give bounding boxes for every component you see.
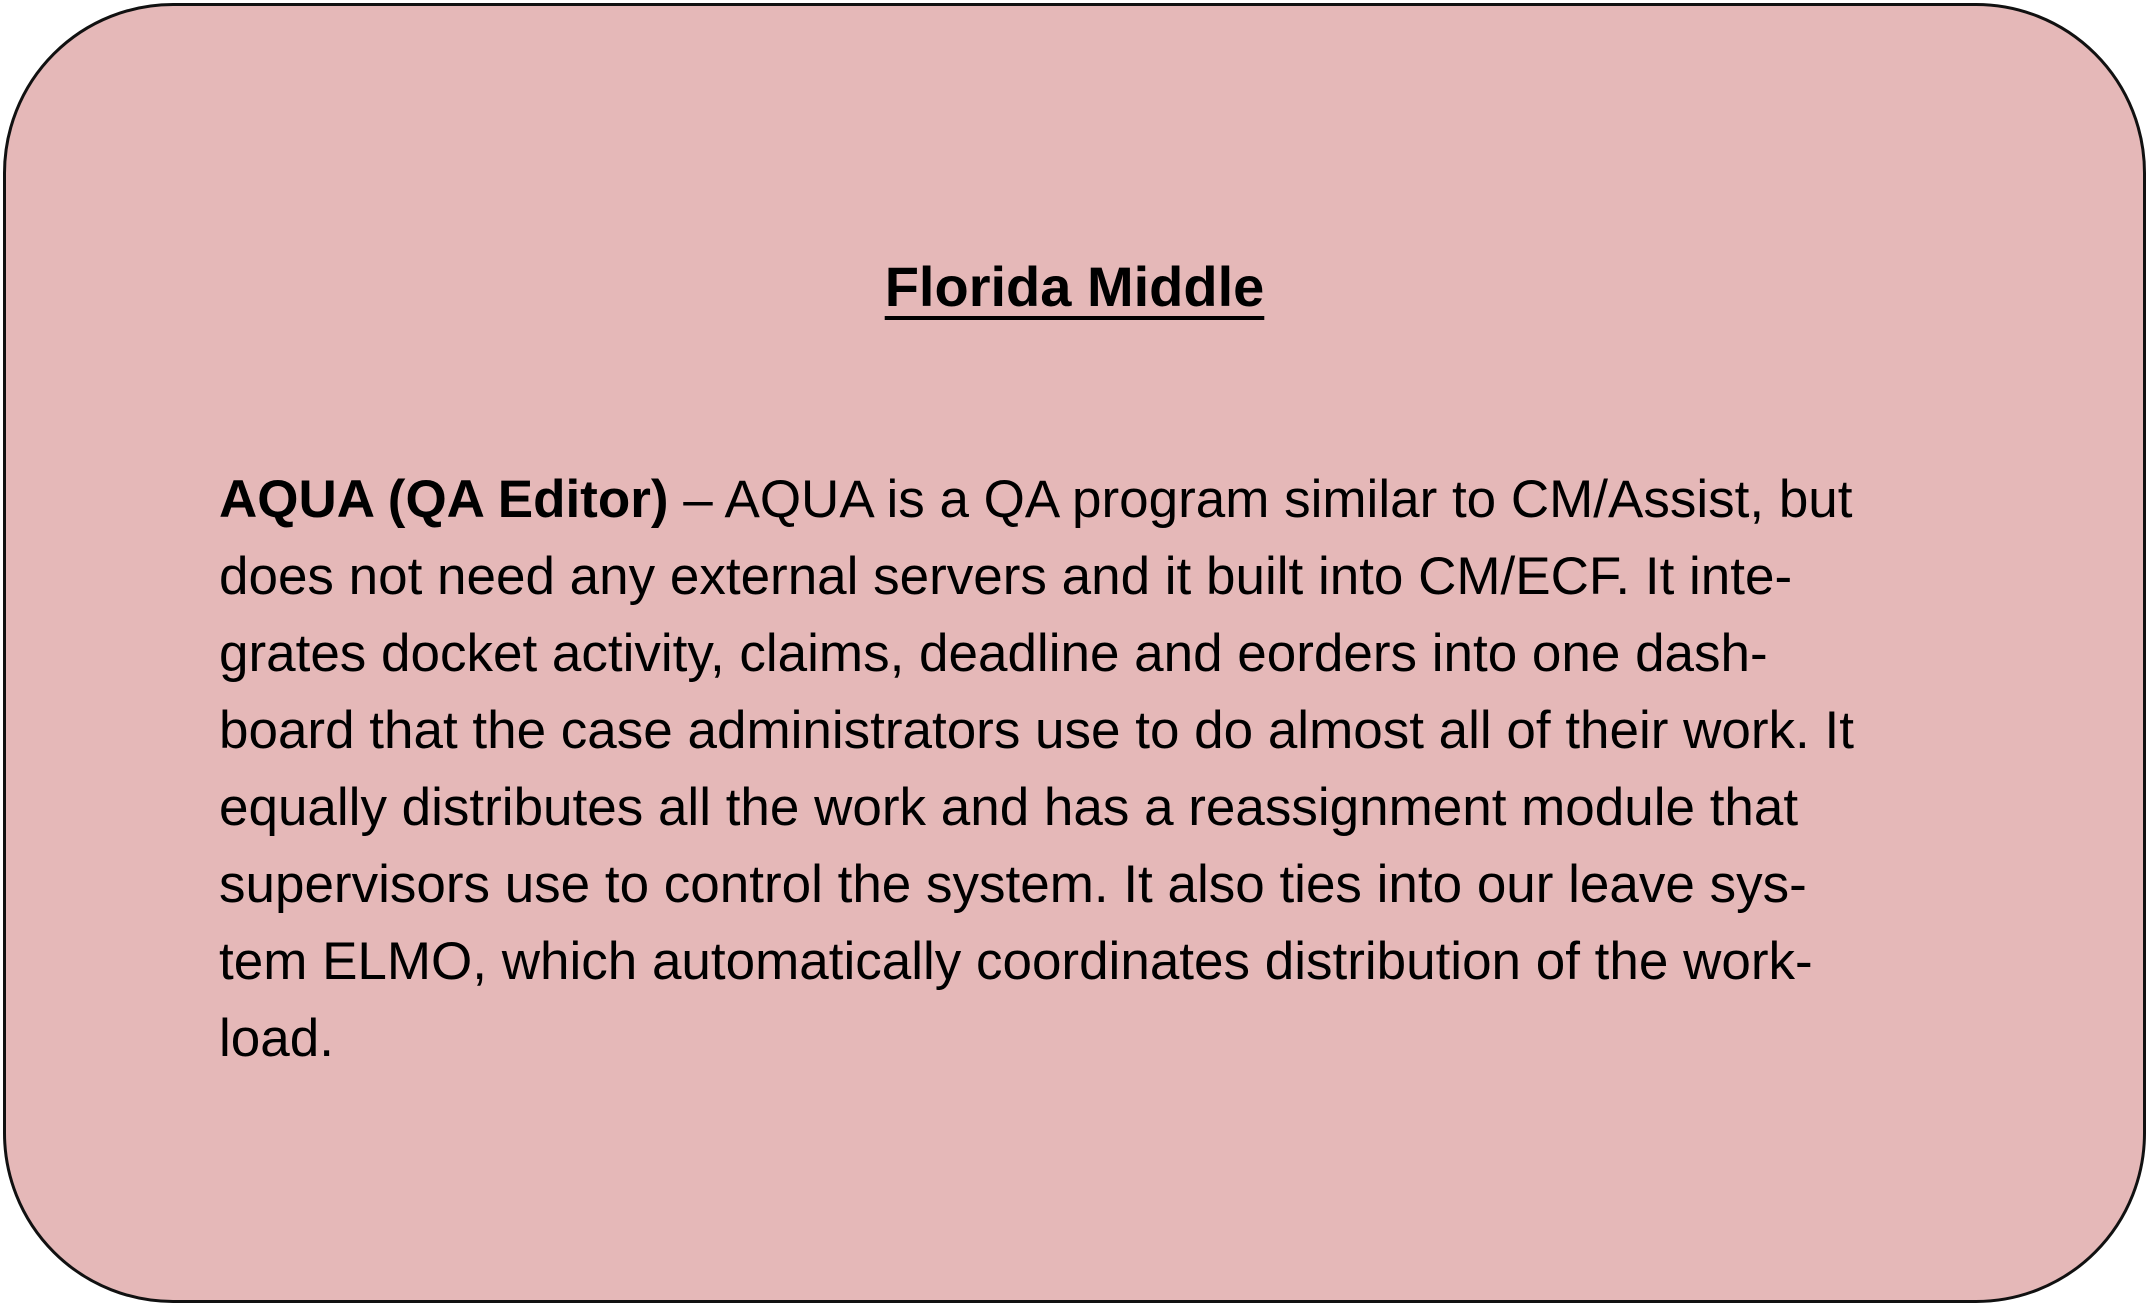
body-line-3: grates docket activity, claims, deadline and eorders into one dash- — [219, 624, 1768, 683]
body-line-1 — [219, 461, 2039, 538]
card-title: Florida Middle — [884, 255, 1265, 318]
body-line-4: board that the case administrators use to do almost all of their work. It — [219, 701, 1854, 760]
body-line-2: does not need any external servers and it built into CM/ECF. It inte- — [219, 547, 1793, 606]
body-line-8: load. — [219, 1009, 334, 1068]
info-card — [3, 3, 2146, 1303]
body-line-5: equally distributes all the work and has a reassignment module that — [219, 778, 1799, 837]
body-line-1-text: – AQUA is a QA program similar to CM/Assist, but — [668, 470, 1853, 529]
body-line-6: supervisors use to control the system. It also ties into our leave sys- — [219, 855, 1807, 914]
term-label: AQUA (QA Editor) — [219, 470, 669, 529]
body-line-7: tem ELMO, which automatically coordinates distribution of the work- — [219, 932, 1813, 991]
card-body — [219, 461, 2039, 1077]
